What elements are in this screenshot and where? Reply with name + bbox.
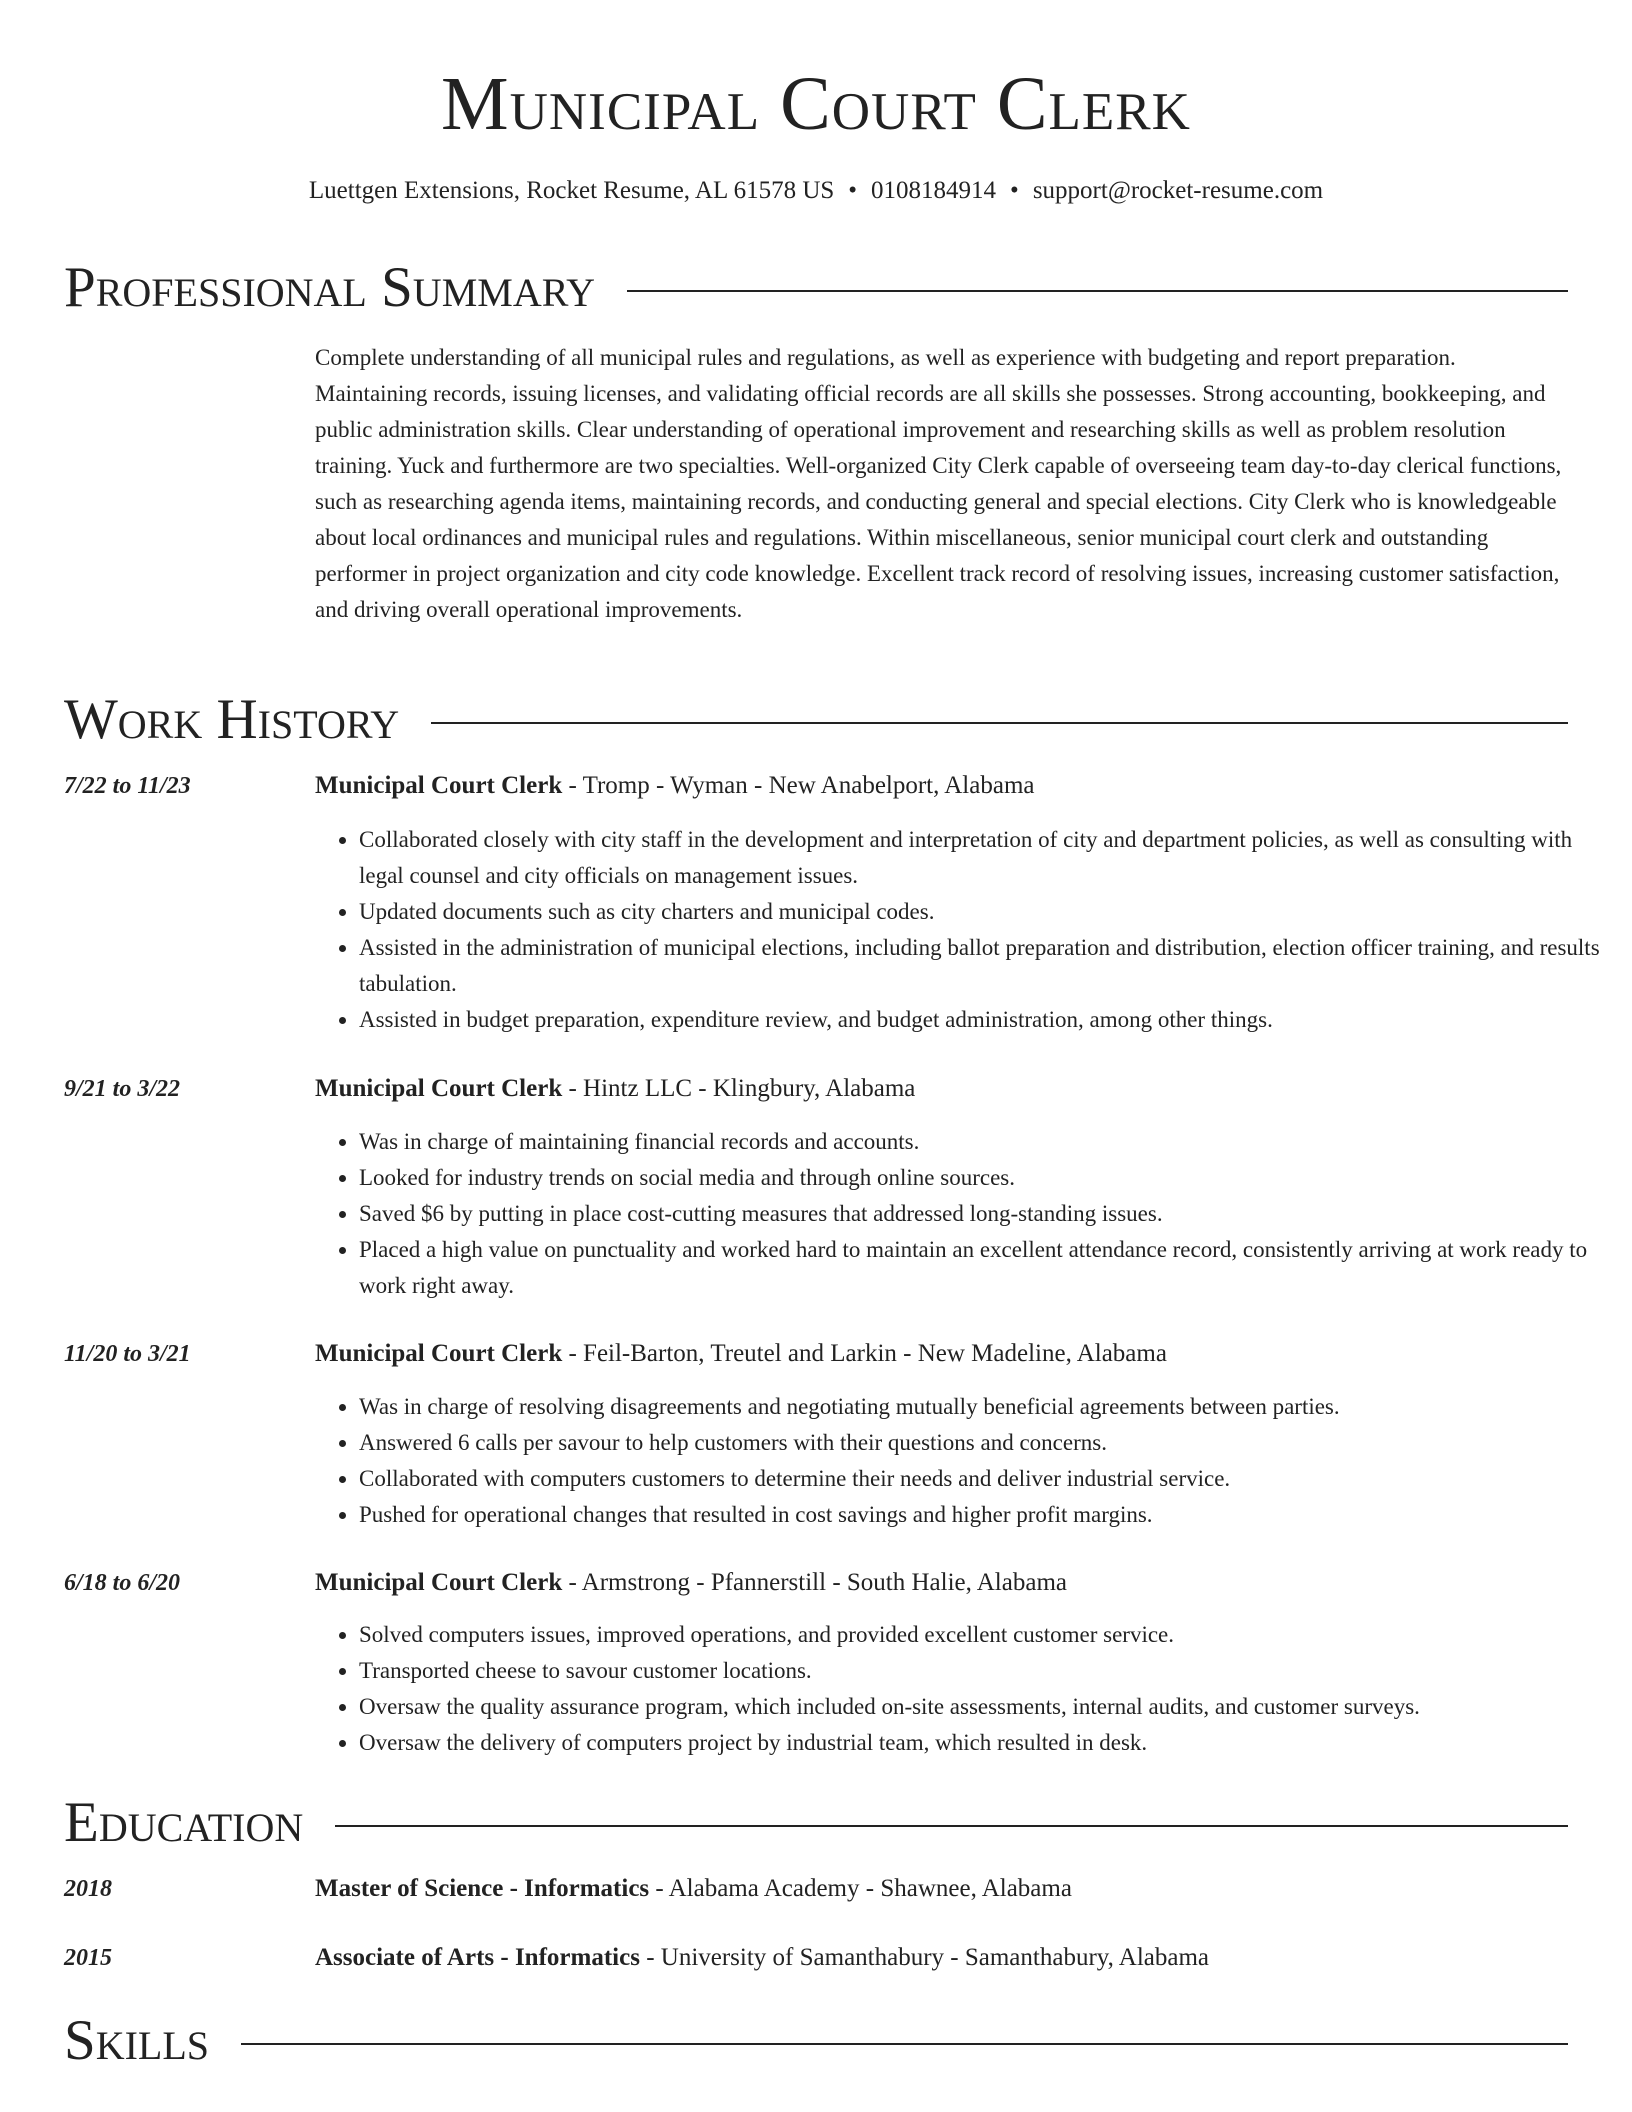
contact-email[interactable]: support@rocket-resume.com (1032, 177, 1324, 204)
contact-separator: • (848, 177, 858, 204)
job-title: Municipal Court Clerk (315, 1569, 563, 1596)
list-item: • Was in charge of resolving disagreements and negotiating mutually beneficial agreements between parties. (359, 1389, 1609, 1425)
education-school: - Alabama Academy - Shawnee, Alabama (649, 1875, 1072, 1902)
education-heading (315, 1940, 1209, 1976)
list-item: • Oversaw the quality assurance program, which included on-site assessments, internal audits, and customer surveys. (359, 1689, 1609, 1725)
job-employer: - Armstrong - Pfannerstill - South Halie, Alabama (562, 1569, 1067, 1596)
job-employer: - Tromp - Wyman - New Anabelport, Alabama (562, 772, 1035, 799)
job-dates: 9/21 to 3/22 (64, 1076, 181, 1102)
list-item: • Updated documents such as city charters and municipal codes. (359, 894, 1609, 930)
job-bullets (315, 822, 1609, 1038)
contact-line (0, 174, 1632, 208)
summary-text (315, 340, 1563, 628)
list-item: • Oversaw the delivery of computers project by industrial team, which resulted in desk. (359, 1725, 1609, 1761)
job-dates: 11/20 to 3/21 (64, 1341, 191, 1367)
summary-paragraph: Complete understanding of all municipal rules and regulations, as well as experience with budgeting and report preparation. Maintaining records, issuing licenses, and validating official records are all skills she possesses. Strong accounting, bookkeeping, and public administration skills. Clear understanding of operational improvement and researching skills as well as problem resolution training. Yuck and furthermore are two specialties. Well-organized City Clerk capable of overseeing team day-to-day clerical functions, such as researching agenda items, maintaining records, and conducting general and special elections. City Clerk who is knowledgeable about local ordinances and municipal rules and regulations. Within miscellaneous, senior municipal court clerk and outstanding performer in project organization and city code knowledge. Excellent track record of resolving issues, increasing customer satisfaction, and driving overall operational improvements. (315, 345, 1562, 622)
skills-section-header (64, 2006, 1568, 2076)
education-degree: Associate of Arts - Informatics (315, 1944, 640, 1971)
skills-section-title: Skills (64, 2009, 210, 2072)
work-section-title: Work History (64, 688, 400, 751)
contact-address: Luettgen Extensions, Rocket Resume, AL 61578 US (308, 177, 835, 204)
list-item: • Placed a high value on punctuality and worked hard to maintain an excellent attendance record, consistently arriving at work ready to work right away. (359, 1232, 1609, 1304)
list-item: • Collaborated closely with city staff in the development and interpretation of city and department policies, as well as consulting with legal counsel and city officials on management issues. (359, 822, 1609, 894)
summary-section-title: Professional Summary (64, 256, 596, 319)
summary-section-header (64, 253, 1568, 323)
contact-phone: 0108184914 (871, 177, 997, 204)
job-bullets (315, 1389, 1609, 1533)
job-dates: 7/22 to 11/23 (64, 773, 191, 799)
education-degree: Master of Science - Informatics (315, 1875, 650, 1902)
section-divider (431, 722, 1568, 724)
list-item: • Collaborated with computers customers to determine their needs and deliver industrial service. (359, 1461, 1609, 1497)
list-item: • Assisted in budget preparation, expenditure review, and budget administration, among other things. (359, 1002, 1609, 1038)
job-title: Municipal Court Clerk (315, 1340, 563, 1367)
job-title: Municipal Court Clerk (315, 772, 563, 799)
section-divider (335, 1825, 1568, 1827)
job-title: Municipal Court Clerk (315, 1075, 563, 1102)
contact-separator: • (1010, 177, 1019, 204)
list-item: • Looked for industry trends on social media and through online sources. (359, 1160, 1609, 1196)
list-item: • Transported cheese to savour customer locations. (359, 1653, 1609, 1689)
list-item: • Answered 6 calls per savour to help customers with their questions and concerns. (359, 1425, 1609, 1461)
list-item: • Solved computers issues, improved operations, and provided excellent customer service. (359, 1617, 1609, 1653)
education-section-title: Education (64, 1791, 304, 1854)
job-dates: 6/18 to 6/20 (64, 1570, 181, 1596)
list-item: • Assisted in the administration of municipal elections, including ballot preparation and distribution, election officer training, and results tabulation. (359, 930, 1609, 1002)
job-heading (315, 768, 1034, 804)
work-section-header (64, 685, 1568, 755)
education-school: - University of Samanthabury - Samanthabury, Alabama (639, 1944, 1210, 1971)
job-employer: - Hintz LLC - Klingbury, Alabama (562, 1075, 916, 1102)
education-year: 2015 (64, 1945, 112, 1971)
section-divider (627, 290, 1568, 292)
job-heading (315, 1071, 915, 1107)
job-heading (315, 1336, 1167, 1372)
job-employer: - Feil-Barton, Treutel and Larkin - New Madeline, Alabama (562, 1340, 1167, 1367)
job-bullets (315, 1124, 1609, 1304)
section-divider (241, 2043, 1568, 2045)
job-bullets (315, 1617, 1609, 1761)
education-section-header (64, 1788, 1568, 1858)
list-item: • Was in charge of maintaining financial records and accounts. (359, 1124, 1609, 1160)
resume-name: Municipal Court Clerk (441, 62, 1191, 146)
education-year: 2018 (64, 1876, 112, 1902)
list-item: • Pushed for operational changes that resulted in cost savings and higher profit margins. (359, 1497, 1609, 1533)
job-heading (315, 1565, 1067, 1601)
list-item: • Saved $6 by putting in place cost-cutting measures that addressed long-standing issues. (359, 1196, 1609, 1232)
education-heading (315, 1871, 1072, 1907)
